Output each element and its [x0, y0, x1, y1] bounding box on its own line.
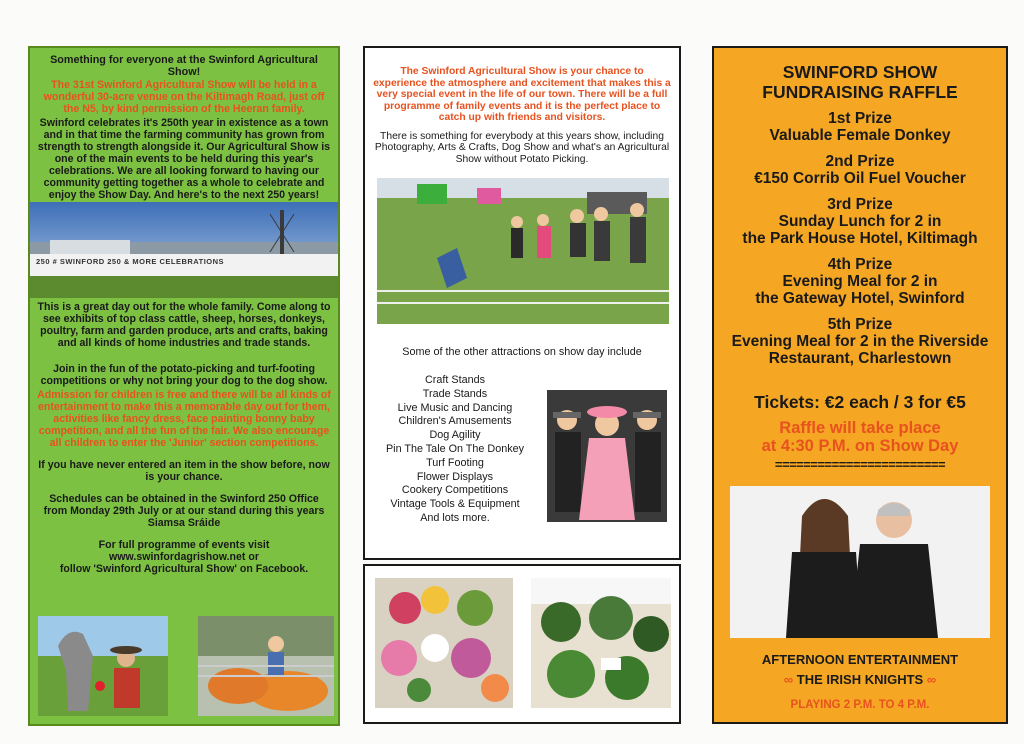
horse-photo	[38, 616, 168, 716]
entertainment-heading: AFTERNOON ENTERTAINMENT	[761, 652, 959, 667]
prize-rank: 3rd Prize	[827, 196, 893, 213]
raffle-when-line-1: Raffle will take place	[779, 419, 941, 437]
prize-block	[714, 316, 1006, 367]
schedules-text: Schedules can be obtained in the Swinford 250 Office from Monday 29th July or at our stand during this years Siamsa Sráide	[43, 493, 325, 529]
prize-rank: 4th Prize	[827, 256, 893, 273]
flowers-photo	[375, 578, 513, 708]
prize-rank: 1st Prize	[828, 110, 892, 127]
programme-line-2: follow 'Swinford Agricultural Show' on Facebook.	[59, 563, 309, 575]
vegetables-photo	[531, 578, 671, 708]
middle-intro-body: There is something for everybody at this years show, including Photography, Arts & Crafts, Dog Show and what's an Agricultural Show without Potato Picking.	[374, 130, 670, 165]
prize-description: €150 Corrib Oil Fuel Voucher	[754, 170, 966, 187]
entertainment-act-line	[714, 672, 1006, 687]
potato-text: Join in the fun of the potato-picking and turf-footing competitions or why not bring your dog to the dog show.	[40, 363, 328, 387]
children-photo	[547, 390, 667, 522]
attraction-item: Craft Stands	[424, 374, 485, 386]
entertainment-time: PLAYING 2 P.M. TO 4 P.M.	[790, 699, 930, 711]
prize-rank: 2nd Prize	[825, 153, 895, 170]
day-out-text: This is a great day out for the whole family. Come along to see exhibits of top class cattle, sheep, horses, donkeys, poultry, farm and garden produce, arts and crafts, baking and all kinds of home industries and trade stands.	[37, 301, 331, 349]
left-panel	[28, 46, 340, 726]
prize-rank: 5th Prize	[827, 316, 893, 333]
attraction-item: Dog Agility	[429, 429, 481, 442]
attractions-heading: Some of the other attractions on show day include	[402, 346, 642, 358]
attraction-item: Live Music and Dancing	[397, 401, 513, 414]
website-link[interactable]: www.swinfordagrishow.net or	[109, 551, 259, 563]
prize-block	[714, 153, 1006, 187]
prize-description: Evening Meal for 2 in the Riverside	[731, 333, 989, 350]
prize-description: Restaurant, Charlestown	[768, 350, 952, 367]
intro-red-text: The 31st Swinford Agricultural Show will be held in a wonderful 30-acre venue on the Kiltimagh Road, just off the N5, by kind permission of the Heeran family.	[43, 79, 325, 115]
attraction-item: Flower Displays	[416, 470, 494, 483]
raffle-panel	[712, 46, 1008, 724]
banner-text: 250 # SWINFORD 250 & MORE CELEBRATIONS	[36, 257, 225, 266]
intro-body-text: Swinford celebrates it's 250th year in existence as a town and in that time the farming community has grown from strength to strength alongside it. Our Agricultural Show is one of the main events to be held during this year's celebrations. We are all looking forward to having our community getting together as a whole to celebrate and enjoy the Show Day. And here's to the next 250 years!	[37, 117, 331, 201]
attraction-item: Vintage Tools & Equipment	[390, 498, 520, 511]
photo-strip	[30, 606, 338, 724]
pigs-photo	[198, 616, 334, 716]
middle-intro-red: The Swinford Agricultural Show is your chance to experience the atmosphere and excitement that makes this a very special event in the life of our town. There will be a full programme of family events and it is the perfect place to catch up with friends and visitors.	[373, 66, 671, 123]
divider-line: ========================	[774, 458, 946, 472]
attractions-list	[369, 374, 541, 526]
admission-text: Admission for children is free and there will be all kinds of entertainment to make this a memorable day out for them, activities like fancy dress, face painting bonny baby competition, and all the fun of the fair. We also encourage all children to enter the 'Junior' section competitions.	[37, 389, 331, 449]
prize-description: the Gateway Hotel, Swinford	[755, 290, 965, 307]
attraction-item: Children's Amusements	[398, 415, 512, 428]
celebrations-banner-photo	[30, 202, 338, 298]
irish-knights-photo	[730, 486, 990, 638]
details-section	[30, 298, 338, 606]
attraction-item: Cookery Competitions	[401, 484, 509, 497]
raffle-title-line-1: SWINFORD SHOW	[782, 62, 938, 82]
prize-description: Sunday Lunch for 2 in	[778, 213, 942, 230]
prize-description: the Park House Hotel, Kiltimagh	[742, 230, 978, 247]
middle-panel	[363, 46, 681, 560]
programme-line-1: For full programme of events visit	[98, 539, 270, 551]
ticket-price: Tickets: €2 each / 3 for €5	[754, 392, 966, 412]
prize-list	[714, 110, 1006, 367]
raffle-title-line-2: FUNDRAISING RAFFLE	[762, 82, 958, 102]
potato-picking-photo	[377, 178, 669, 324]
never-entered-text: If you have never entered an item in the show before, now is your chance.	[38, 459, 330, 483]
prize-description: Evening Meal for 2 in	[782, 273, 938, 290]
intro-section	[30, 48, 338, 202]
middle-photo-panel	[363, 564, 681, 724]
raffle-when-line-2: at 4:30 P.M. on Show Day	[761, 437, 959, 455]
prize-description: Valuable Female Donkey	[769, 127, 951, 144]
prize-block	[714, 256, 1006, 307]
attraction-item: Trade Stands	[422, 387, 488, 400]
entertainment-act: THE IRISH KNIGHTS	[796, 672, 924, 687]
infinity-ornament-right: ∞	[926, 672, 937, 687]
attraction-item: Pin The Tale On The Donkey	[385, 442, 525, 455]
prize-block	[714, 196, 1006, 247]
infinity-ornament-left: ∞	[783, 672, 794, 687]
prize-block	[714, 110, 1006, 144]
attraction-item: Turf Footing	[426, 456, 484, 469]
attraction-item: And lots more.	[420, 511, 490, 524]
intro-title: Something for everyone at the Swinford Agricultural Show!	[50, 54, 318, 78]
